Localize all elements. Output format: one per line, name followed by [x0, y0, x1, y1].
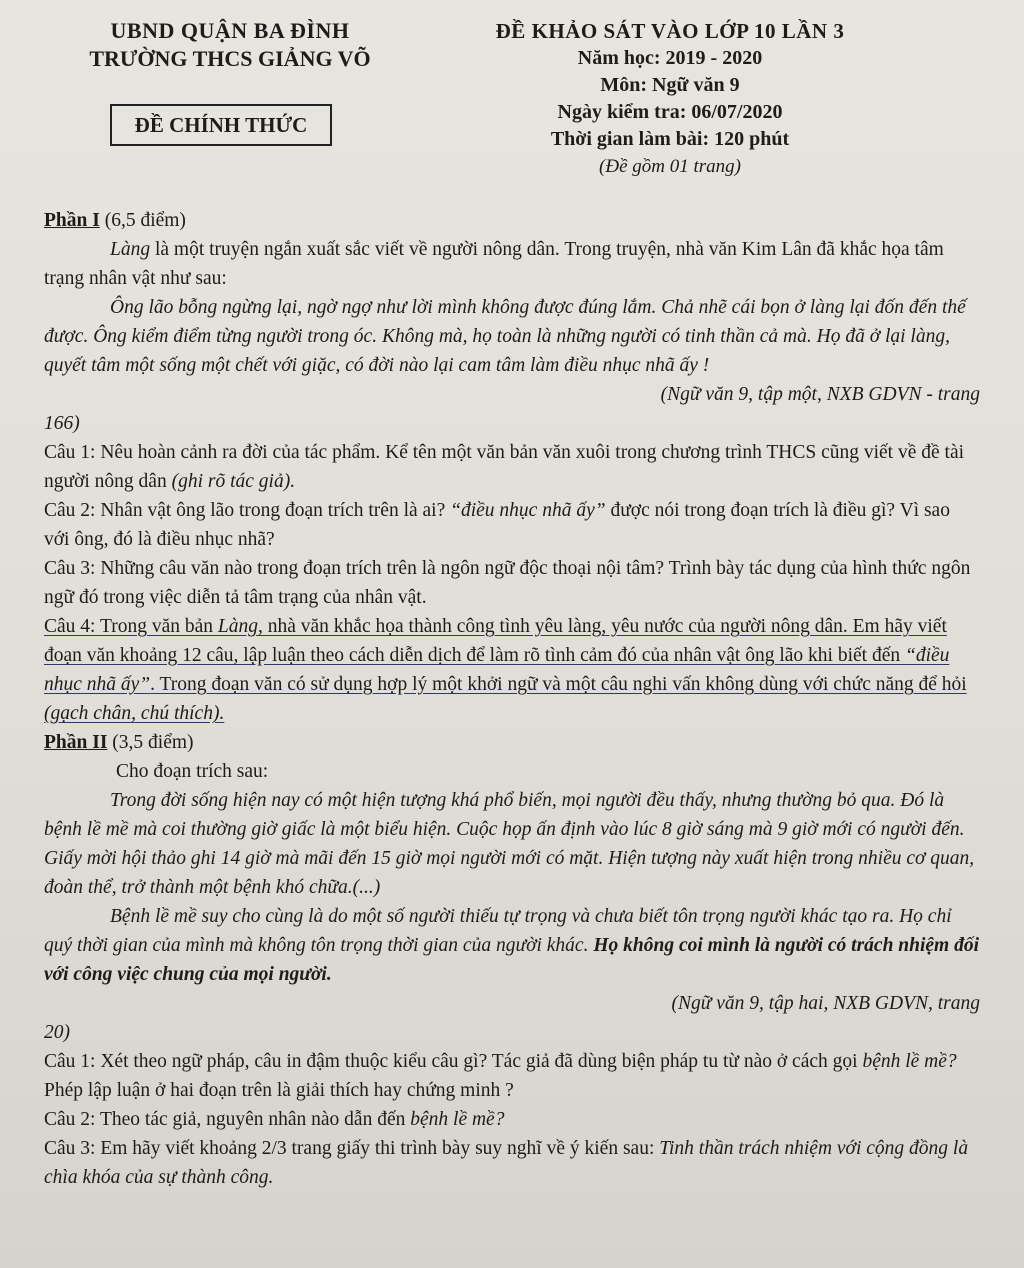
part1-excerpt: Ông lão bỗng ngừng lại, ngờ ngợ như lời mình không được đúng lắm. Chả nhẽ cái bọn ở làng lại đốn đến thế được. Ông kiểm điểm từng người trong óc. Không mà, họ toàn là những người có tinh thần cả mà. Họ đã ở lại làng, quyết tâm một sống một chết với giặc, có đời nào lại cam tâm làm điều nhục nhã ấy !: [44, 297, 966, 376]
part2-lead: Cho đoạn trích sau:: [116, 761, 269, 782]
part2-q1-text-b: Phép lập luận ở hai đoạn trên là giải thích hay chứng minh ?: [44, 1080, 514, 1101]
exam-body: [44, 206, 980, 1192]
part1-q4-work: Làng: [217, 616, 258, 637]
school-name: TRƯỜNG THCS GIẢNG VÕ: [89, 46, 371, 71]
part2-q3-quote: Tinh thần trách nhiệm với cộng đồng là chìa khóa của sự thành công.: [44, 1138, 969, 1188]
part2-question-2: [44, 1105, 980, 1134]
part1-q2-quote: “điều nhục nhã ấy”: [450, 500, 606, 521]
part2-question-1: [44, 1047, 980, 1105]
part1-q4-text-b: , nhà văn khắc họa thành công tình yêu làng, yêu nước của người nông dân. Em hãy viết đoạn văn khoảng 12 câu, lập luận theo cách diễn dịch để làm rõ tình cảm đó của nhân vật ông lão khi biết đến: [44, 616, 947, 666]
part2-paragraph-1: Trong đời sống hiện nay có một hiện tượng khá phổ biến, mọi người đều thấy, nhưng thường bỏ qua. Đó là bệnh lề mề mà coi thường giờ giấc là một biểu hiện. Cuộc họp ấn định vào lúc 8 giờ sáng mà 9 giờ mới có người đến. Giấy mời hội thảo ghi 14 giờ mà mãi đến 15 giờ mọi người mới có mặt. Hiện tượng này xuất hiện trong nhiều cơ quan, đoàn thể, trở thành một bệnh khó chữa.(...): [44, 790, 975, 898]
part1-question-2: [44, 496, 980, 554]
part1-title: Phần I: [44, 210, 100, 231]
part1-q1-text: Câu 1: Nêu hoàn cảnh ra đời của tác phẩm. Kể tên một văn bản văn xuôi trong chương trình THCS cũng viết về đề tài người nông dân: [44, 442, 965, 492]
school-year: Năm học: 2019 - 2020: [577, 47, 763, 69]
part2-source-page: 20): [44, 1022, 70, 1043]
part2-question-3: [44, 1134, 980, 1192]
official-exam-box: ĐỀ CHÍNH THỨC: [110, 104, 332, 146]
part2-q2-term: bệnh lề mề?: [410, 1109, 505, 1130]
subject: Môn: Ngữ văn 9: [600, 74, 740, 96]
part1-heading: [44, 206, 980, 235]
part1-source-page: 166): [44, 413, 80, 434]
part1-intro-text: là một truyện ngắn xuất sắc viết về người nông dân. Trong truyện, nhà văn Kim Lân đã khắc họa tâm trạng nhân vật như sau:: [44, 239, 944, 289]
part1-question-1: [44, 438, 980, 496]
part1-q1-note: (ghi rõ tác giả).: [171, 471, 296, 492]
part1-q4-text-a: Câu 4: Trong văn bản: [44, 616, 218, 637]
part2-points: (3,5 điểm): [112, 732, 194, 753]
part2-heading: [44, 728, 980, 757]
part1-q4-note: (gạch chân, chú thích).: [44, 703, 225, 724]
part1-question-4: [44, 612, 980, 728]
header-left: [60, 18, 400, 72]
exam-date: Ngày kiểm tra: 06/07/2020: [557, 101, 783, 123]
part2-para2-text: Bệnh lề mề suy cho cùng là do một số người thiếu tự trọng và chưa biết tôn trọng người khác tạo ra. Họ chỉ quý thời gian của mình mà không tôn trọng thời gian của người khác.: [44, 906, 952, 956]
part2-bold-sentence: Họ không coi mình là người có trách nhiệm đối với công việc chung của mọi người.: [44, 935, 980, 985]
part1-source: (Ngữ văn 9, tập một, NXB GDVN - trang: [660, 384, 980, 405]
exam-title: ĐỀ KHẢO SÁT VÀO LỚP 10 LẦN 3: [495, 19, 845, 43]
header-right: [470, 18, 870, 180]
part2-paragraph-2: [44, 902, 980, 989]
exam-duration: Thời gian làm bài: 120 phút: [550, 128, 790, 150]
part1-q4-text-c: . Trong đoạn văn có sử dụng hợp lý một khởi ngữ và một câu nghi vấn không dùng với chức năng để hỏi: [150, 674, 967, 695]
part1-intro: [44, 235, 980, 293]
part1-q2-text-b: được nói trong đoạn trích là điều gì? Vì sao với ông, đó là điều nhục nhã?: [44, 500, 950, 550]
part1-points: (6,5 điểm): [104, 210, 186, 231]
part1-q4-quote: “điều nhục nhã ấy”: [44, 645, 950, 695]
pages-note: (Đề gồm 01 trang): [599, 156, 741, 177]
part2-q1-term: bệnh lề mề?: [862, 1051, 957, 1072]
part1-intro-work: Làng: [110, 239, 151, 260]
part1-q2-text-a: Câu 2: Nhân vật ông lão trong đoạn trích trên là ai?: [44, 500, 451, 521]
district-name: UBND QUẬN BA ĐÌNH: [110, 18, 350, 43]
part2-q3-text: Câu 3: Em hãy viết khoảng 2/3 trang giấy thi trình bày suy nghĩ về ý kiến sau:: [44, 1138, 660, 1159]
part1-question-3: Câu 3: Những câu văn nào trong đoạn trích trên là ngôn ngữ độc thoại nội tâm? Trình bày tác dụng của hình thức ngôn ngữ đó trong việc diễn tả tâm trạng của nhân vật.: [44, 558, 971, 608]
part2-title: Phần II: [44, 732, 108, 753]
part2-source: (Ngữ văn 9, tập hai, NXB GDVN, trang: [671, 993, 980, 1014]
part2-q1-text-a: Câu 1: Xét theo ngữ pháp, câu in đậm thuộc kiểu câu gì? Tác giả đã dùng biện pháp tu từ nào ở cách gọi: [44, 1051, 863, 1072]
part2-q2-text: Câu 2: Theo tác giả, nguyên nhân nào dẫn đến: [44, 1109, 411, 1130]
